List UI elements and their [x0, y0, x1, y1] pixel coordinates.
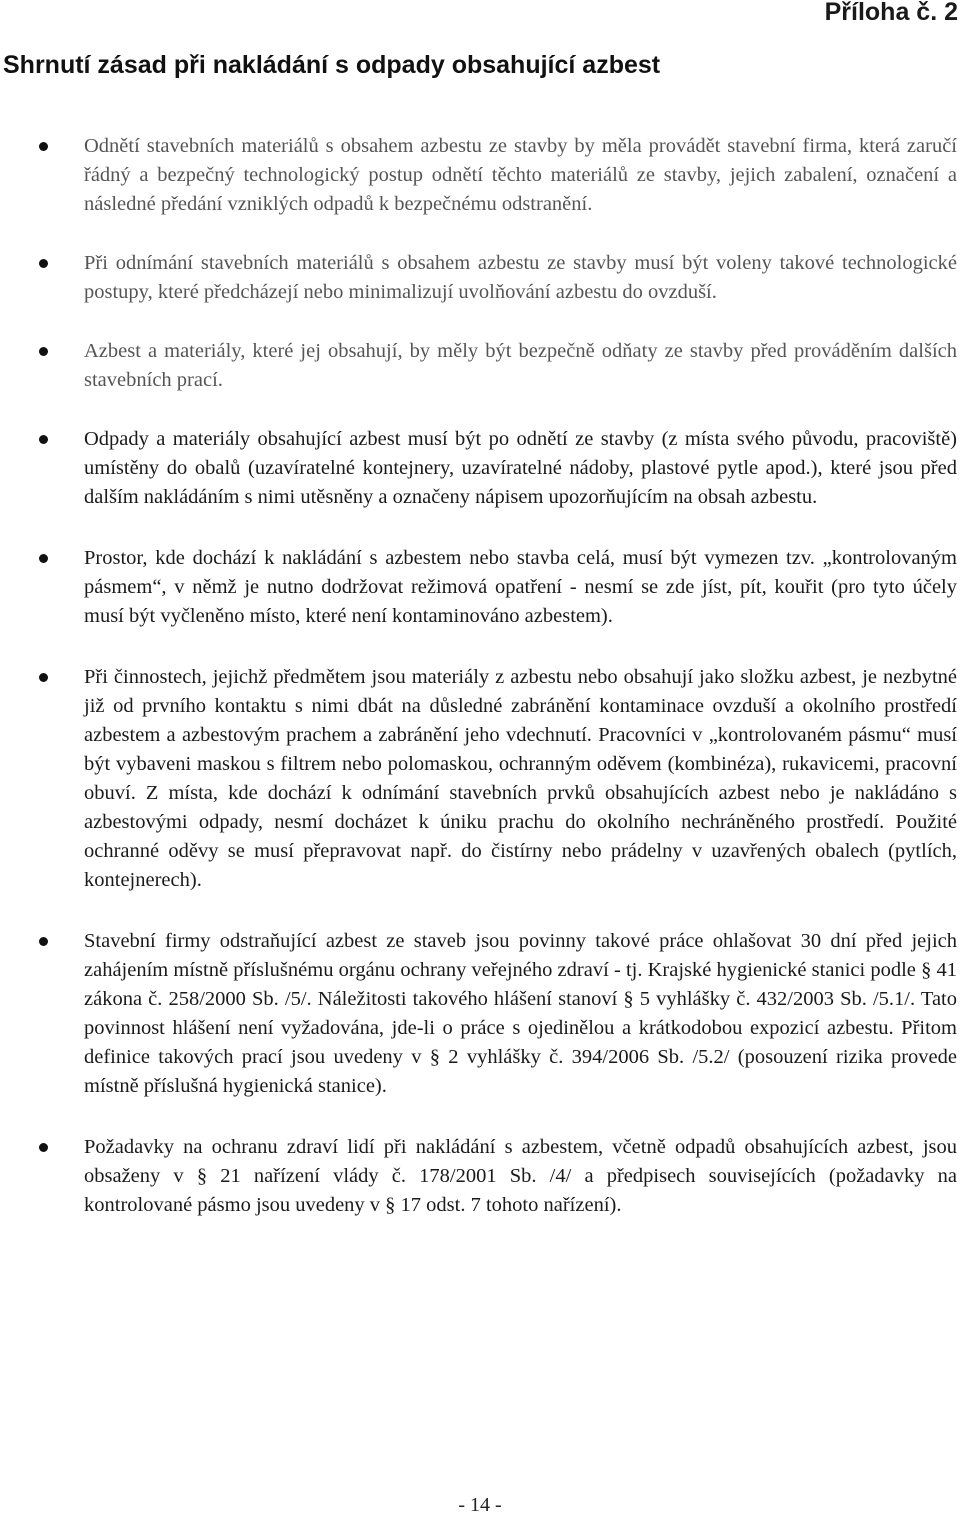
list-item-text: Stavební firmy odstraňující azbest ze staveb jsou povinny takové práce ohlašovat 30 dní před jejich zahájením místně příslušnému orgánu ochrany veřejného zdraví - tj. Krajské hygienické stanici podle § 41 zákona č. 258/2000 Sb. /5/. Náležitosti takového hlášení stanoví § 5 vyhlášky č. 432/2003 Sb. /5.1/. Tato povinnost hlášení není vyžadována, jde-li o práce s ojedinělou a krátkodobou expozicí azbestu. Přitom definice takových prací jsou uvedeny v § 2 vyhlášky č. 394/2006 Sb. /5.2/ (posouzení rizika provede místně příslušná hygienická stanice).: [84, 930, 957, 1097]
list-item: [0, 425, 960, 512]
annex-label: Příloha č. 2: [824, 0, 958, 26]
bullet-icon: [39, 937, 48, 946]
page-number: - 14 -: [458, 1494, 502, 1516]
bullet-icon: [39, 1143, 48, 1152]
list-item-text: Odnětí stavebních materiálů s obsahem azbestu ze stavby by měla provádět stavební firma, která zaručí řádný a bezpečný technologický postup odnětí těchto materiálů ze stavby, jejich zabalení, označení a následné předání vzniklých odpadů k bezpečnému odstranění.: [84, 135, 957, 215]
list-item: [0, 337, 960, 395]
bullet-icon: [39, 259, 48, 268]
list-item-text: Požadavky na ochranu zdraví lidí při nakládání s azbestem, včetně odpadů obsahujících azbest, jsou obsaženy v § 21 nařízení vlády č. 178/2001 Sb. /4/ a předpisech souvisejících (požadavky na kontrolované pásmo jsou uvedeny v § 17 odst. 7 tohoto nařízení).: [84, 1136, 957, 1216]
list-item-text: Při činnostech, jejichž předmětem jsou materiály z azbestu nebo obsahují jako složku azbest, je nezbytné již od prvního kontaktu s nimi dbát na důsledné zabránění kontaminace ovzduší a okolního prostředí azbestem a azbestovým prachem a zabránění jeho vdechnutí. Pracovníci v „kontrolovaném pásmu“ musí být vybaveni maskou s filtrem nebo polomaskou, ochranným oděvem (kombinéza), rukavicemi, pracovní obuví. Z místa, kde dochází k odnímání stavebních prvků obsahujících azbest nebo je nakládáno s azbestovými odpady, nesmí docházet k úniku prachu do okolního nechráněného prostředí. Použité ochranné oděvy se musí přepravovat např. do čistírny nebo prádelny v uzavřených obalech (pytlích, kontejnerech).: [84, 666, 957, 891]
bullet-icon: [39, 435, 48, 444]
bullet-icon: [39, 142, 48, 151]
bullet-icon: [39, 347, 48, 356]
list-item: [0, 927, 960, 1101]
bullet-icon: [39, 673, 48, 682]
list-item: [0, 544, 960, 631]
list-item-text: Azbest a materiály, které jej obsahují, by měly být bezpečně odňaty ze stavby před prováděním dalších stavebních prací.: [84, 340, 957, 391]
list-item-text: Odpady a materiály obsahující azbest musí být po odnětí ze stavby (z místa svého původu, pracoviště) umístěny do obalů (uzavíratelné kontejnery, uzavíratelné nádoby, plastové pytle apod.), které jsou před dalším nakládáním s nimi utěsněny a označeny nápisem upozorňujícím na obsah azbestu.: [84, 428, 957, 508]
bullet-list: [0, 132, 960, 1220]
bullet-icon: [39, 554, 48, 563]
list-item-text: Prostor, kde dochází k nakládání s azbestem nebo stavba celá, musí být vymezen tzv. „kontrolovaným pásmem“, v němž je nutno dodržovat režimová opatření - nesmí se zde jíst, pít, kouřit (pro tyto účely musí být vyčleněno místo, které není kontaminováno azbestem).: [84, 547, 957, 627]
list-item: [0, 663, 960, 895]
page-title: Shrnutí zásad při nakládání s odpady obsahující azbest: [3, 51, 661, 79]
list-item: [0, 249, 960, 307]
list-item: [0, 1133, 960, 1220]
list-item-text: Při odnímání stavebních materiálů s obsahem azbestu ze stavby musí být voleny takové technologické postupy, které předcházejí nebo minimalizují uvolňování azbestu do ovzduší.: [84, 252, 957, 303]
list-item: [0, 132, 960, 219]
